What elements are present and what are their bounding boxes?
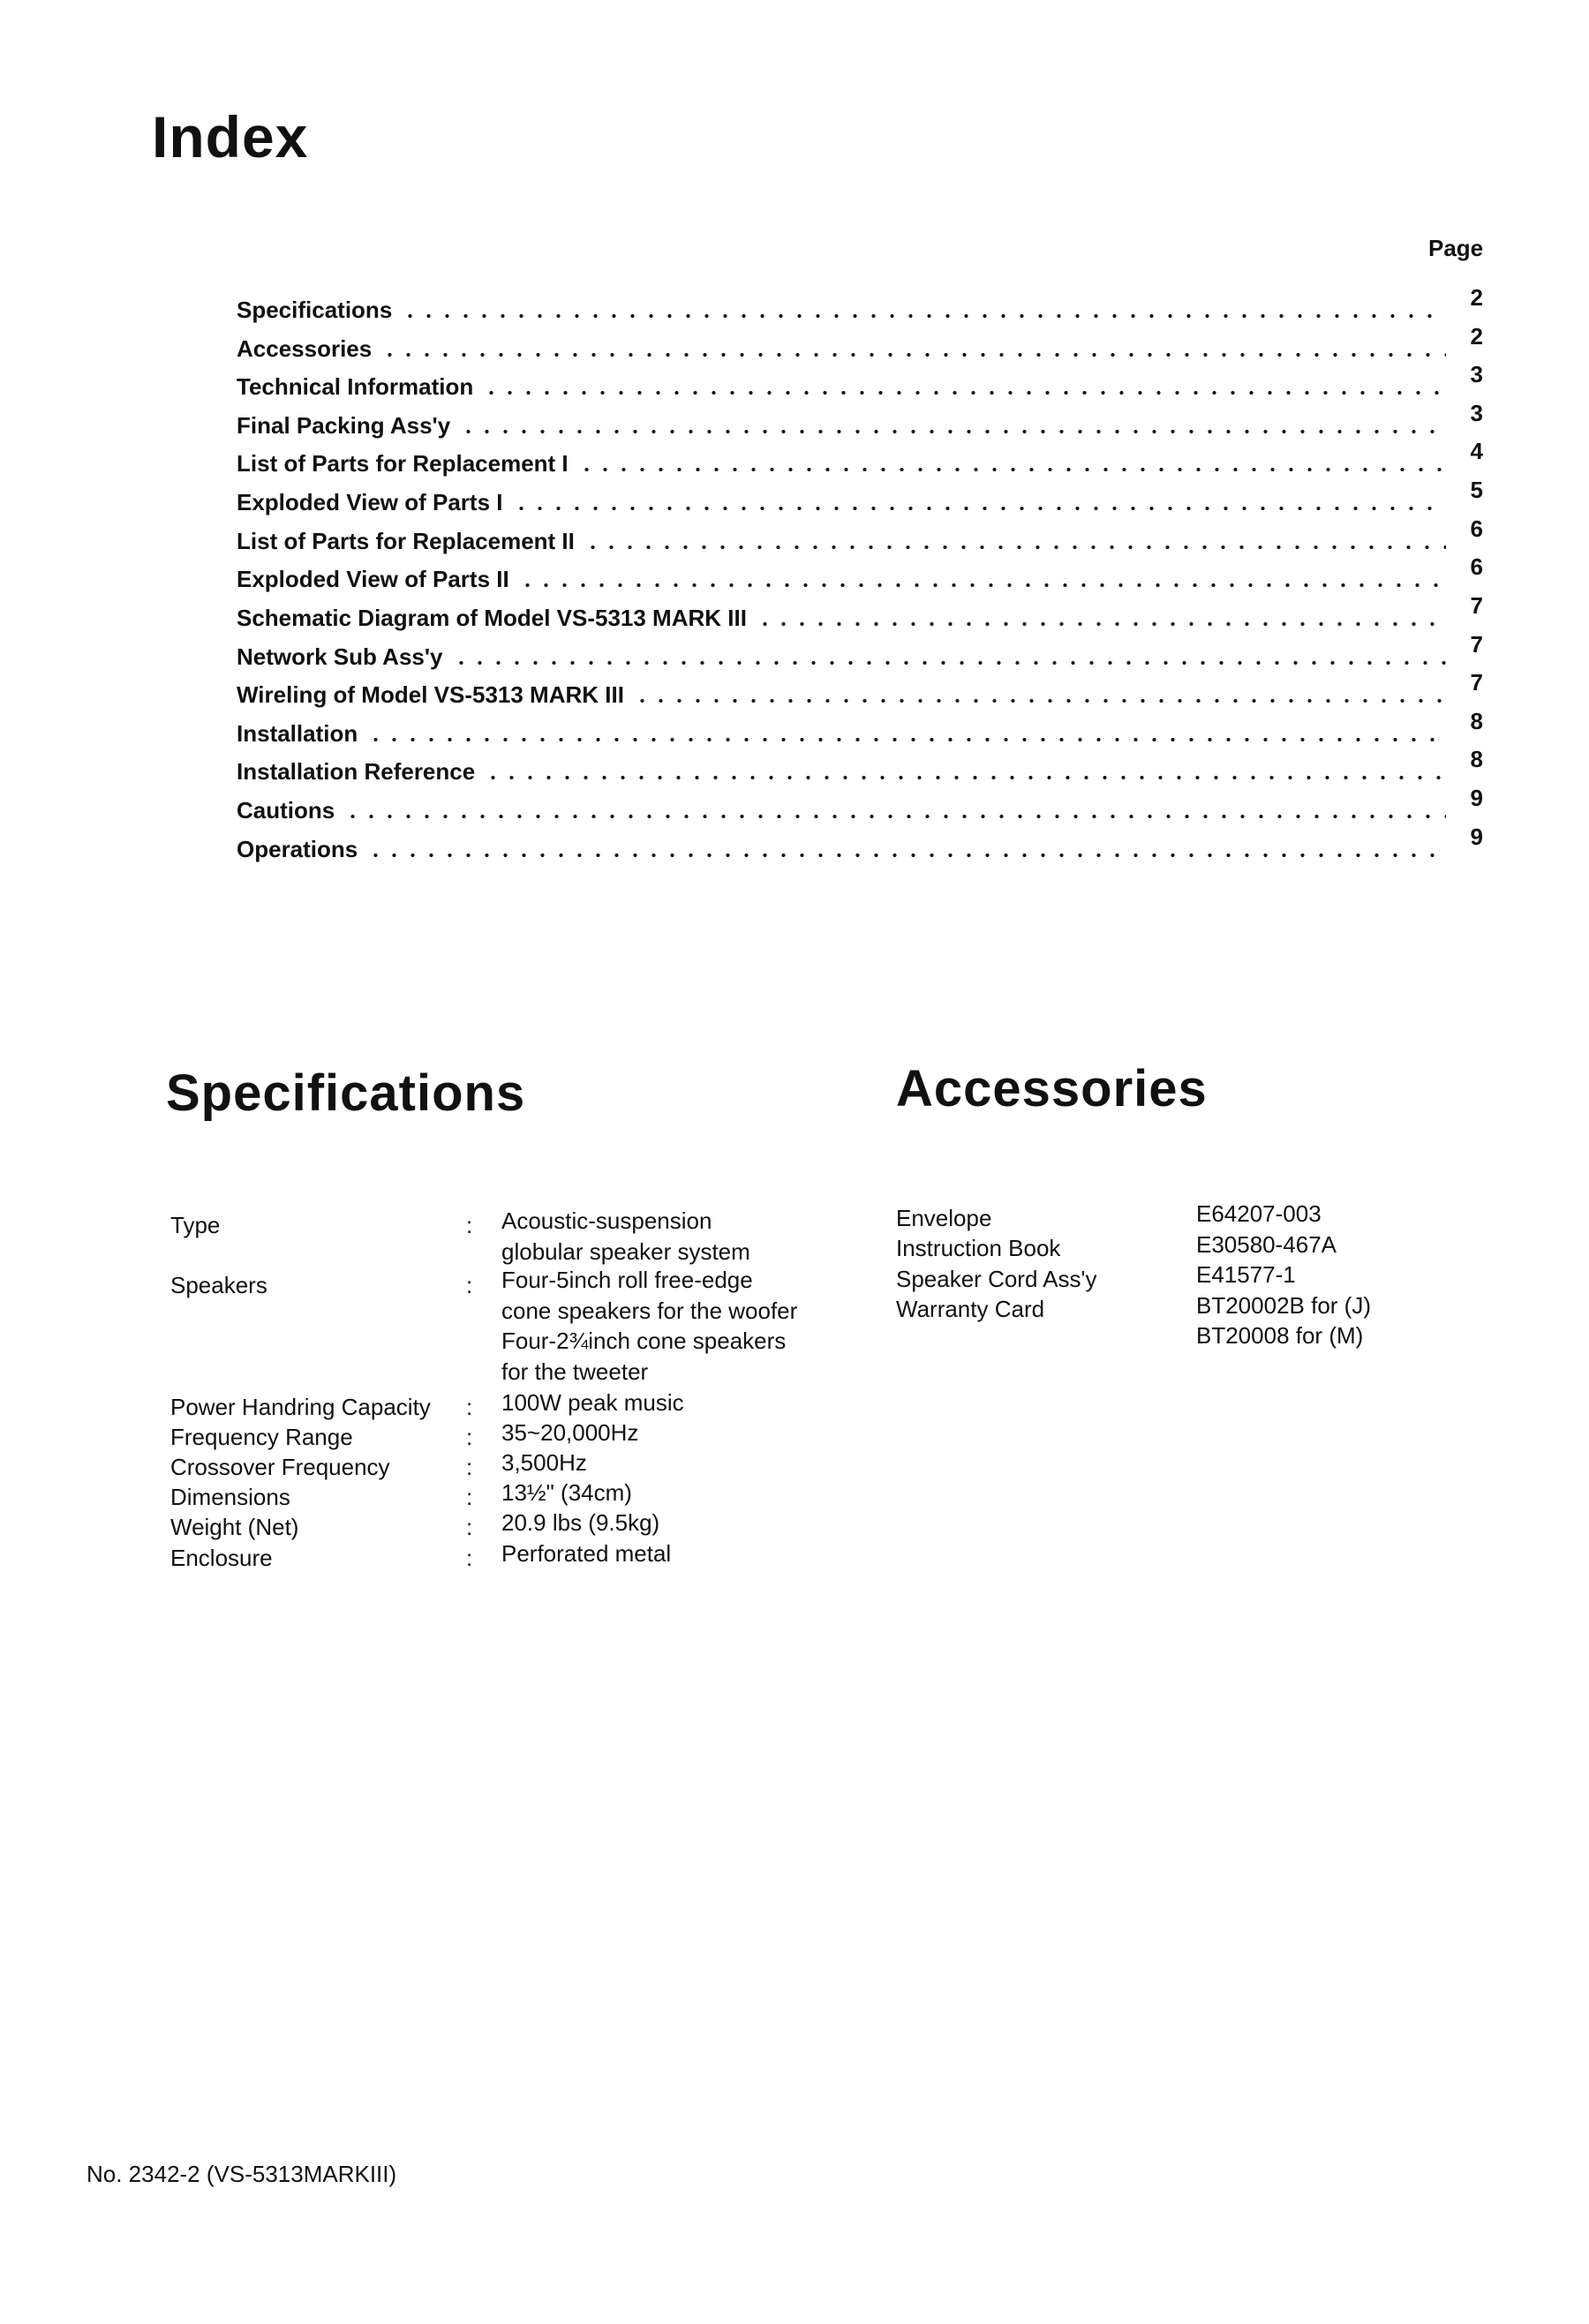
- dot-leader: [484, 776, 1446, 779]
- index-entry-label: Accessories: [237, 335, 373, 362]
- page-column-header: Page: [1428, 235, 1484, 261]
- index-entry-label: List of Parts for Replacement I: [237, 450, 569, 477]
- spec-label: Power Handring Capacity: [170, 1394, 431, 1420]
- spec-colon: :: [466, 1454, 473, 1480]
- index-entry-label: Wireling of Model VS-5313 MARK III: [237, 681, 624, 708]
- index-entry-page: 8: [1470, 708, 1483, 734]
- index-entry-label: Technical Information: [237, 373, 474, 400]
- index-entry[interactable]: [237, 667, 1483, 706]
- index-entry-page: 7: [1470, 631, 1483, 658]
- spec-value-line: for the tweeter: [501, 1358, 649, 1385]
- specifications-title: Specifications: [166, 1064, 526, 1122]
- spec-colon: :: [466, 1484, 473, 1510]
- accessory-code: BT20008 for (M): [1196, 1322, 1364, 1349]
- accessories-title: Accessories: [896, 1060, 1208, 1117]
- index-entry[interactable]: [237, 822, 1483, 861]
- index-entry-label: Specifications: [237, 297, 393, 323]
- spec-value-line: Four-5inch roll free-edge: [501, 1267, 753, 1293]
- index-entry-label: Operations: [237, 836, 358, 862]
- accessory-name: Warranty Card: [896, 1296, 1045, 1322]
- index-entry-page: 9: [1470, 785, 1483, 811]
- spec-colon: :: [466, 1394, 473, 1420]
- dot-leader: [459, 430, 1446, 433]
- index-entry-label: Exploded View of Parts II: [237, 566, 509, 592]
- accessory-name: Speaker Cord Ass'y: [896, 1266, 1097, 1292]
- index-entry-label: Schematic Diagram of Model VS-5313 MARK III: [237, 605, 747, 631]
- spec-colon: :: [466, 1272, 473, 1298]
- accessory-code: E64207-003: [1196, 1200, 1322, 1227]
- spec-value: Perforated metal: [501, 1540, 672, 1567]
- index-entry[interactable]: [237, 436, 1483, 475]
- dot-leader: [401, 314, 1446, 318]
- index-entry-label: Cautions: [237, 797, 335, 824]
- index-entry-page: 2: [1470, 284, 1483, 311]
- accessory-name: Envelope: [896, 1205, 992, 1231]
- spec-colon: :: [466, 1212, 473, 1238]
- accessory-code: E30580-467A: [1196, 1231, 1337, 1258]
- dot-leader: [343, 815, 1446, 818]
- dot-leader: [452, 661, 1446, 665]
- index-entry-page: 6: [1470, 515, 1483, 542]
- index-entry[interactable]: [237, 514, 1483, 553]
- spec-label: Crossover Frequency: [170, 1454, 390, 1480]
- spec-value-line: Four-2¾inch cone speakers: [501, 1327, 787, 1355]
- spec-value: 100W peak music: [501, 1389, 684, 1416]
- index-entry-label: Exploded View of Parts I: [237, 489, 503, 515]
- accessory-name: Instruction Book: [896, 1235, 1061, 1261]
- dot-leader: [633, 699, 1446, 703]
- index-entry-label: List of Parts for Replacement II: [237, 528, 575, 554]
- spec-label: Dimensions: [170, 1484, 290, 1510]
- spec-value: 3,500Hz: [501, 1449, 587, 1476]
- spec-value-line: Acoustic-suspension: [501, 1207, 712, 1234]
- dot-leader: [512, 507, 1447, 510]
- dot-leader: [577, 468, 1446, 471]
- spec-value: [501, 1265, 797, 1387]
- index-entry[interactable]: [237, 475, 1483, 514]
- index-entry-page: 5: [1470, 477, 1483, 503]
- index-entry[interactable]: [237, 783, 1483, 822]
- dot-leader: [518, 583, 1446, 587]
- index-entry-page: 2: [1470, 323, 1483, 350]
- index-entry[interactable]: [237, 282, 1483, 321]
- dot-leader: [366, 738, 1446, 741]
- index-entry[interactable]: [237, 398, 1483, 437]
- spec-label: Enclosure: [170, 1545, 273, 1571]
- index-entry[interactable]: [237, 552, 1483, 590]
- index-entry-page: 6: [1470, 553, 1483, 580]
- index-entry-page: 3: [1470, 400, 1483, 426]
- dot-leader: [366, 854, 1446, 857]
- index-entry[interactable]: [237, 590, 1483, 629]
- dot-leader: [380, 353, 1446, 357]
- spec-value-line: globular speaker system: [501, 1237, 750, 1265]
- index-entry-page: 8: [1470, 746, 1483, 772]
- index-title: Index: [152, 104, 309, 169]
- dot-leader: [756, 622, 1446, 626]
- dot-leader: [482, 391, 1446, 395]
- index-entry-page: 7: [1470, 669, 1483, 696]
- spec-value: 20.9 lbs (9.5kg): [501, 1509, 660, 1536]
- spec-colon: :: [466, 1545, 473, 1571]
- accessory-code: E41577-1: [1196, 1261, 1296, 1288]
- spec-value-line: cone speakers for the woofer: [501, 1297, 798, 1324]
- index-entry[interactable]: [237, 706, 1483, 745]
- index-entry-page: 9: [1470, 824, 1483, 850]
- dot-leader: [584, 545, 1446, 549]
- accessory-code: BT20002B for (J): [1196, 1292, 1371, 1319]
- spec-value: [501, 1206, 750, 1267]
- index-entry[interactable]: [237, 359, 1483, 398]
- spec-label: Type: [170, 1212, 221, 1238]
- spec-label: Speakers: [170, 1272, 267, 1298]
- index-entry-label: Installation: [237, 720, 358, 747]
- index-entry-page: 4: [1470, 438, 1483, 464]
- spec-label: Frequency Range: [170, 1424, 353, 1450]
- index-entry[interactable]: [237, 744, 1483, 783]
- index-entry-page: 7: [1470, 592, 1483, 619]
- index-entry-label: Installation Reference: [237, 758, 476, 785]
- spec-value: 13½" (34cm): [501, 1479, 632, 1506]
- spec-colon: :: [466, 1514, 473, 1540]
- index-entry[interactable]: [237, 321, 1483, 360]
- spec-label: Weight (Net): [170, 1514, 299, 1540]
- index-entry-page: 3: [1470, 361, 1483, 387]
- document-number: No. 2342-2 (VS-5313MARKIII): [87, 2161, 397, 2187]
- index-entry[interactable]: [237, 629, 1483, 668]
- spec-value: 35~20,000Hz: [501, 1419, 639, 1446]
- spec-colon: :: [466, 1424, 473, 1450]
- index-entry-label: Network Sub Ass'y: [237, 643, 443, 670]
- index-entry-label: Final Packing Ass'y: [237, 412, 451, 439]
